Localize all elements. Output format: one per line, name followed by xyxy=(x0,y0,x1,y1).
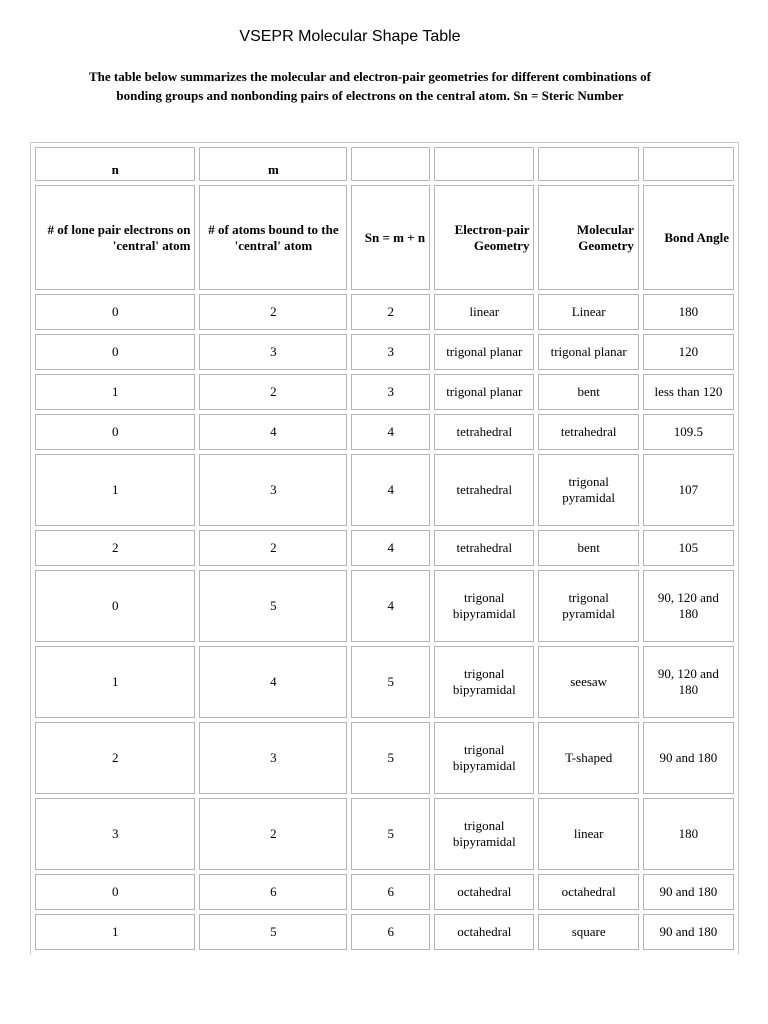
cell-atoms-bound: 3 xyxy=(199,334,347,370)
cell-electron-geometry: tetrahedral xyxy=(434,454,534,526)
column-header-bond-angle: Bond Angle xyxy=(643,185,734,290)
cell-bond-angle: 180 xyxy=(643,798,734,870)
cell-electron-geometry: trigonal bipyramidal xyxy=(434,798,534,870)
table-row xyxy=(35,914,734,950)
cell-molecular-geometry: trigonal planar xyxy=(538,334,638,370)
cell-lone-pairs: 0 xyxy=(35,334,195,370)
cell-lone-pairs: 0 xyxy=(35,294,195,330)
cell-molecular-geometry: octahedral xyxy=(538,874,638,910)
cell-bond-angle: 180 xyxy=(643,294,734,330)
header-nm-cell-molecular-geometry xyxy=(538,147,638,181)
cell-atoms-bound: 3 xyxy=(199,454,347,526)
table-row xyxy=(35,722,734,794)
cell-lone-pairs: 3 xyxy=(35,798,195,870)
cell-molecular-geometry: bent xyxy=(538,530,638,566)
cell-atoms-bound: 2 xyxy=(199,374,347,410)
cell-molecular-geometry: square xyxy=(538,914,638,950)
cell-atoms-bound: 2 xyxy=(199,530,347,566)
header-nm-cell-electron-geometry xyxy=(434,147,534,181)
cell-steric-number: 5 xyxy=(351,646,430,718)
cell-steric-number: 5 xyxy=(351,722,430,794)
cell-lone-pairs: 1 xyxy=(35,374,195,410)
cell-steric-number: 4 xyxy=(351,570,430,642)
cell-molecular-geometry: trigonal pyramidal xyxy=(538,454,638,526)
cell-steric-number: 6 xyxy=(351,874,430,910)
cell-lone-pairs: 2 xyxy=(35,722,195,794)
table-row xyxy=(35,414,734,450)
cell-electron-geometry: tetrahedral xyxy=(434,414,534,450)
table-row xyxy=(35,374,734,410)
cell-atoms-bound: 5 xyxy=(199,570,347,642)
cell-lone-pairs: 1 xyxy=(35,914,195,950)
table-row xyxy=(35,454,734,526)
cell-lone-pairs: 0 xyxy=(35,414,195,450)
cell-atoms-bound: 4 xyxy=(199,646,347,718)
cell-steric-number: 4 xyxy=(351,414,430,450)
cell-electron-geometry: octahedral xyxy=(434,914,534,950)
cell-bond-angle: 90 and 180 xyxy=(643,914,734,950)
cell-molecular-geometry: seesaw xyxy=(538,646,638,718)
cell-atoms-bound: 6 xyxy=(199,874,347,910)
cell-lone-pairs: 0 xyxy=(35,874,195,910)
table-row xyxy=(35,570,734,642)
cell-molecular-geometry: linear xyxy=(538,798,638,870)
table-row xyxy=(35,798,734,870)
cell-bond-angle: less than 120 xyxy=(643,374,734,410)
header-nm-cell-steric-number xyxy=(351,147,430,181)
cell-molecular-geometry: bent xyxy=(538,374,638,410)
column-header-molecular-geometry: Molecular Geometry xyxy=(538,185,638,290)
cell-steric-number: 4 xyxy=(351,530,430,566)
cell-atoms-bound: 4 xyxy=(199,414,347,450)
cell-lone-pairs: 1 xyxy=(35,646,195,718)
intro-line-1: The table below summarizes the molecular and electron-pair geometries for different combinations of xyxy=(88,69,652,84)
column-header-atoms-bound: # of atoms bound to the 'central' atom xyxy=(199,185,347,290)
cell-bond-angle: 90, 120 and 180 xyxy=(643,646,734,718)
cell-bond-angle: 90 and 180 xyxy=(643,722,734,794)
cell-electron-geometry: trigonal planar xyxy=(434,374,534,410)
cell-atoms-bound: 3 xyxy=(199,722,347,794)
cell-lone-pairs: 1 xyxy=(35,454,195,526)
cell-electron-geometry: trigonal planar xyxy=(434,334,534,370)
cell-molecular-geometry: T-shaped xyxy=(538,722,638,794)
cell-electron-geometry: tetrahedral xyxy=(434,530,534,566)
header-nm-cell-bond-angle xyxy=(643,147,734,181)
cell-atoms-bound: 2 xyxy=(199,294,347,330)
intro-paragraph xyxy=(20,67,720,105)
header-nm-cell-atoms-bound: m xyxy=(199,147,347,181)
cell-bond-angle: 90 and 180 xyxy=(643,874,734,910)
cell-bond-angle: 109.5 xyxy=(643,414,734,450)
cell-electron-geometry: linear xyxy=(434,294,534,330)
cell-electron-geometry: octahedral xyxy=(434,874,534,910)
table-row xyxy=(35,334,734,370)
intro-line-2: bonding groups and nonbonding pairs of electrons on the central atom. Sn = Steric Number xyxy=(116,88,624,103)
cell-steric-number: 5 xyxy=(351,798,430,870)
cell-electron-geometry: trigonal bipyramidal xyxy=(434,570,534,642)
header-row-labels xyxy=(35,185,734,290)
header-nm-cell-lone-pairs: n xyxy=(35,147,195,181)
cell-molecular-geometry: trigonal pyramidal xyxy=(538,570,638,642)
cell-steric-number: 3 xyxy=(351,374,430,410)
cell-electron-geometry: trigonal bipyramidal xyxy=(434,646,534,718)
cell-steric-number: 2 xyxy=(351,294,430,330)
cell-bond-angle: 120 xyxy=(643,334,734,370)
page-title: VSEPR Molecular Shape Table xyxy=(239,28,461,45)
cell-lone-pairs: 2 xyxy=(35,530,195,566)
table-row xyxy=(35,874,734,910)
vsepr-table xyxy=(30,142,739,954)
table-row xyxy=(35,294,734,330)
column-header-lone-pairs: # of lone pair electrons on 'central' atom xyxy=(35,185,195,290)
header-row-nm xyxy=(35,147,734,181)
cell-steric-number: 4 xyxy=(351,454,430,526)
cell-steric-number: 6 xyxy=(351,914,430,950)
column-header-electron-geometry: Electron-pair Geometry xyxy=(434,185,534,290)
cell-bond-angle: 107 xyxy=(643,454,734,526)
table-row xyxy=(35,530,734,566)
cell-molecular-geometry: tetrahedral xyxy=(538,414,638,450)
cell-bond-angle: 90, 120 and 180 xyxy=(643,570,734,642)
cell-lone-pairs: 0 xyxy=(35,570,195,642)
cell-steric-number: 3 xyxy=(351,334,430,370)
column-header-steric-number: Sn = m + n xyxy=(351,185,430,290)
cell-electron-geometry: trigonal bipyramidal xyxy=(434,722,534,794)
cell-atoms-bound: 5 xyxy=(199,914,347,950)
table-row xyxy=(35,646,734,718)
cell-atoms-bound: 2 xyxy=(199,798,347,870)
cell-bond-angle: 105 xyxy=(643,530,734,566)
cell-molecular-geometry: Linear xyxy=(538,294,638,330)
